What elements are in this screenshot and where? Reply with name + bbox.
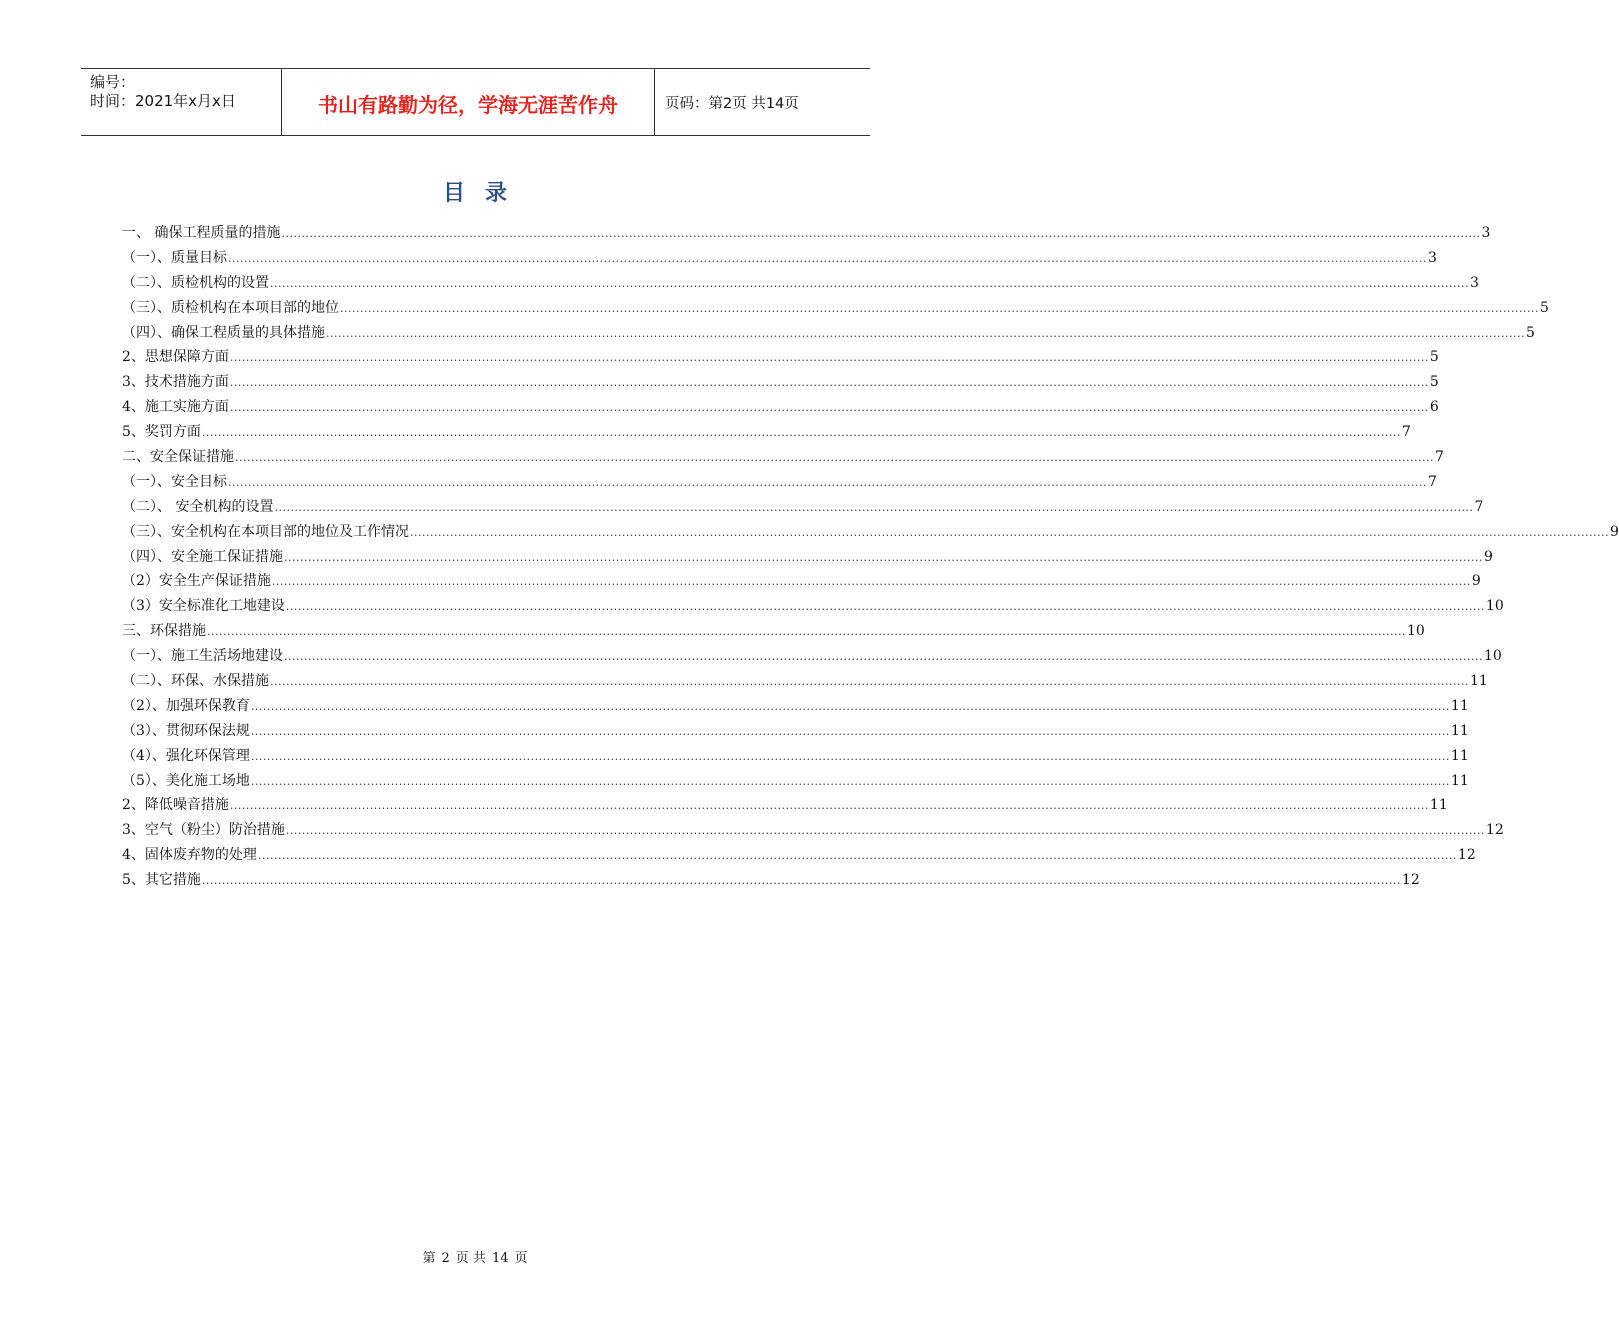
toc-entry[interactable] bbox=[122, 695, 1469, 720]
toc-dot-leader: ............................................................................................................................................................................................................................................................................................................ bbox=[207, 625, 1406, 639]
toc-entry-page: 11 bbox=[1450, 697, 1469, 714]
toc-entry-page: 7 bbox=[1474, 498, 1484, 515]
toc-dot-leader: ............................................................................................................................................................................................................................................................................................................ bbox=[284, 550, 1483, 564]
toc-entry-label: （一）、安全目标 bbox=[122, 473, 227, 490]
toc-dot-leader: ............................................................................................................................................................................................................................................................................................................ bbox=[250, 774, 1450, 788]
toc-dot-leader: ............................................................................................................................................................................................................................................................................................................ bbox=[201, 874, 1401, 888]
toc-dot-leader: ............................................................................................................................................................................................................................................................................................................ bbox=[229, 376, 1429, 390]
toc-entry[interactable] bbox=[122, 620, 1425, 645]
toc-dot-leader: ............................................................................................................................................................................................................................................................................................................ bbox=[250, 724, 1450, 738]
toc-entry-label: 4、施工实施方面 bbox=[122, 399, 229, 416]
toc-entry-page: 11 bbox=[1450, 772, 1469, 789]
header-motto: 书山有路勤为径，学海无涯苦作舟 bbox=[282, 69, 655, 135]
toc-dot-leader: ............................................................................................................................................................................................................................................................................................................ bbox=[340, 301, 1539, 315]
toc-entry-label: （一）、质量目标 bbox=[122, 249, 227, 266]
toc-entry[interactable] bbox=[122, 595, 1504, 620]
toc-entry-label: 2、降低噪音措施 bbox=[122, 797, 229, 814]
toc-entry-label: （3）、贯彻环保法规 bbox=[122, 722, 250, 739]
footer-suffix: 页 bbox=[514, 1251, 528, 1266]
toc-entry-label: （2）安全生产保证措施 bbox=[122, 573, 271, 590]
toc-entry[interactable] bbox=[122, 844, 1476, 869]
toc-entry[interactable] bbox=[122, 421, 1411, 446]
toc-entry-label: 二、安全保证措施 bbox=[122, 449, 234, 466]
toc-dot-leader: ............................................................................................................................................................................................................................................................................................................ bbox=[271, 575, 1471, 589]
toc-dot-leader: ............................................................................................................................................................................................................................................................................................................ bbox=[228, 475, 1427, 489]
page-header bbox=[81, 68, 870, 136]
toc-entry[interactable] bbox=[122, 496, 1484, 521]
toc-dot-leader: ............................................................................................................................................................................................................................................................................................................ bbox=[270, 276, 1469, 290]
toc-entry-label: 5、奖罚方面 bbox=[122, 424, 201, 441]
toc-entry-page: 7 bbox=[1434, 449, 1444, 466]
toc-dot-leader: ............................................................................................................................................................................................................................................................................................................ bbox=[228, 251, 1427, 265]
toc-entry-label: （四）、确保工程质量的具体措施 bbox=[122, 324, 325, 341]
toc-dot-leader: ............................................................................................................................................................................................................................................................................................................ bbox=[235, 451, 1434, 465]
toc-entry-label: （二）、质检机构的设置 bbox=[122, 274, 269, 291]
header-meta bbox=[81, 69, 282, 135]
toc-entry-page: 5 bbox=[1429, 349, 1439, 366]
toc-entry-page: 7 bbox=[1427, 473, 1437, 490]
toc-entry[interactable] bbox=[122, 794, 1448, 819]
toc-entry-label: 一、 确保工程质量的措施 bbox=[122, 225, 281, 241]
toc-entry-label: 5、其它措施 bbox=[122, 872, 201, 889]
toc-entry[interactable] bbox=[122, 869, 1420, 894]
footer-mid: 页 共 bbox=[455, 1251, 486, 1266]
toc-entry-page: 5 bbox=[1525, 324, 1535, 341]
toc-entry[interactable] bbox=[122, 471, 1437, 496]
toc-entry-label: （5）、美化施工场地 bbox=[122, 772, 250, 789]
toc-entry-label: （四）、安全施工保证措施 bbox=[122, 548, 283, 565]
toc-dot-leader: ............................................................................................................................................................................................................................................................................................................ bbox=[410, 525, 1609, 539]
toc-entry-page: 9 bbox=[1609, 523, 1619, 540]
toc-entry-label: （2）、加强环保教育 bbox=[122, 697, 250, 714]
toc-dot-leader: ............................................................................................................................................................................................................................................................................................................ bbox=[270, 675, 1469, 689]
toc-entry-page: 10 bbox=[1406, 623, 1425, 640]
toc-dot-leader: ............................................................................................................................................................................................................................................................................................................ bbox=[257, 849, 1457, 863]
toc-entry[interactable] bbox=[122, 819, 1504, 844]
toc-dot-leader: ............................................................................................................................................................................................................................................................................................................ bbox=[250, 699, 1450, 713]
toc-entry-page: 3 bbox=[1481, 225, 1491, 241]
toc-entry-page: 11 bbox=[1450, 722, 1469, 739]
toc-entry[interactable] bbox=[122, 720, 1469, 745]
toc-entry-page: 11 bbox=[1469, 673, 1488, 690]
toc-entry-label: （二）、环保、水保措施 bbox=[122, 673, 269, 690]
toc-entry[interactable] bbox=[122, 222, 1491, 247]
toc-dot-leader: ............................................................................................................................................................................................................................................................................................................ bbox=[229, 351, 1429, 365]
toc-title: 目录 bbox=[442, 181, 527, 206]
page-footer bbox=[0, 1247, 950, 1266]
toc-entry-label: （三）、安全机构在本项目部的地位及工作情况 bbox=[122, 523, 409, 540]
toc-entry-page: 10 bbox=[1483, 648, 1502, 665]
toc-entry-page: 9 bbox=[1471, 573, 1481, 590]
toc-entry-page: 10 bbox=[1485, 598, 1504, 615]
toc-entry-page: 11 bbox=[1429, 797, 1448, 814]
footer-prefix: 第 bbox=[422, 1251, 436, 1266]
toc-entry[interactable] bbox=[122, 346, 1439, 371]
header-page-info: 页码：第2页 共14页 bbox=[665, 95, 799, 112]
toc-dot-leader: ............................................................................................................................................................................................................................................................................................................ bbox=[229, 799, 1429, 813]
toc-entry-page: 5 bbox=[1429, 374, 1439, 391]
toc-entry-page: 9 bbox=[1483, 548, 1493, 565]
toc-entry-page: 12 bbox=[1401, 872, 1420, 889]
toc-entry[interactable] bbox=[122, 745, 1469, 770]
toc-entry[interactable] bbox=[122, 645, 1502, 670]
toc-entry[interactable] bbox=[122, 546, 1493, 571]
toc-dot-leader: ............................................................................................................................................................................................................................................................................................................ bbox=[284, 650, 1483, 664]
toc-entry[interactable] bbox=[122, 322, 1535, 347]
toc-entry-label: 2、思想保障方面 bbox=[122, 349, 229, 366]
footer-total-pages: 14 bbox=[491, 1251, 509, 1266]
toc-entry[interactable] bbox=[122, 272, 1479, 297]
toc-entry[interactable] bbox=[122, 570, 1481, 595]
toc-entry-label: （二）、 安全机构的设置 bbox=[122, 498, 274, 515]
footer-current-page: 2 bbox=[441, 1251, 450, 1266]
document-number-label: 编号： bbox=[90, 73, 136, 91]
toc-entry-label: （三）、质检机构在本项目部的地位 bbox=[122, 299, 339, 316]
toc-dot-leader: ............................................................................................................................................................................................................................................................................................................ bbox=[285, 600, 1485, 614]
toc-entry-label: 3、技术措施方面 bbox=[122, 374, 229, 391]
toc-entry-page: 12 bbox=[1457, 847, 1476, 864]
toc-dot-leader: ............................................................................................................................................................................................................................................................................................................ bbox=[201, 426, 1401, 440]
toc-entry-page: 3 bbox=[1469, 274, 1479, 291]
toc-entry-label: 4、固体废弃物的处理 bbox=[122, 847, 257, 864]
toc-entry-page: 3 bbox=[1427, 249, 1437, 266]
toc-dot-leader: ............................................................................................................................................................................................................................................................................................................ bbox=[274, 500, 1474, 514]
table-of-contents bbox=[122, 222, 1619, 894]
toc-entry-page: 11 bbox=[1450, 747, 1469, 764]
toc-entry-label: （4）、强化环保管理 bbox=[122, 747, 250, 764]
document-time-label: 时间：2021年x月x日 bbox=[90, 92, 236, 110]
toc-entry[interactable] bbox=[122, 297, 1549, 322]
toc-entry-page: 6 bbox=[1429, 399, 1439, 416]
toc-entry-page: 5 bbox=[1539, 299, 1549, 316]
toc-entry-label: （3）安全标准化工地建设 bbox=[122, 598, 285, 615]
toc-entry-label: （一）、施工生活场地建设 bbox=[122, 648, 283, 665]
toc-entry-label: 3、空气（粉尘）防治措施 bbox=[122, 822, 285, 839]
toc-entry-page: 12 bbox=[1485, 822, 1504, 839]
toc-entry-label: 三、环保措施 bbox=[122, 623, 206, 640]
toc-entry[interactable] bbox=[122, 371, 1439, 396]
toc-entry[interactable] bbox=[122, 770, 1469, 795]
toc-dot-leader: ............................................................................................................................................................................................................................................................................................................ bbox=[326, 326, 1525, 340]
toc-entry-page: 7 bbox=[1401, 424, 1411, 441]
toc-dot-leader: ............................................................................................................................................................................................................................................................................................................ bbox=[250, 749, 1450, 763]
toc-entry[interactable] bbox=[122, 247, 1437, 272]
toc-dot-leader: ............................................................................................................................................................................................................................................................................................................ bbox=[285, 824, 1485, 838]
toc-entry[interactable] bbox=[122, 446, 1444, 471]
toc-dot-leader: ............................................................................................................................................................................................................................................................................................................ bbox=[229, 401, 1429, 415]
toc-entry[interactable] bbox=[122, 521, 1619, 546]
toc-dot-leader: ............................................................................................................................................................................................................................................................................................................ bbox=[281, 227, 1481, 240]
toc-entry[interactable] bbox=[122, 396, 1439, 421]
toc-entry[interactable] bbox=[122, 670, 1488, 695]
